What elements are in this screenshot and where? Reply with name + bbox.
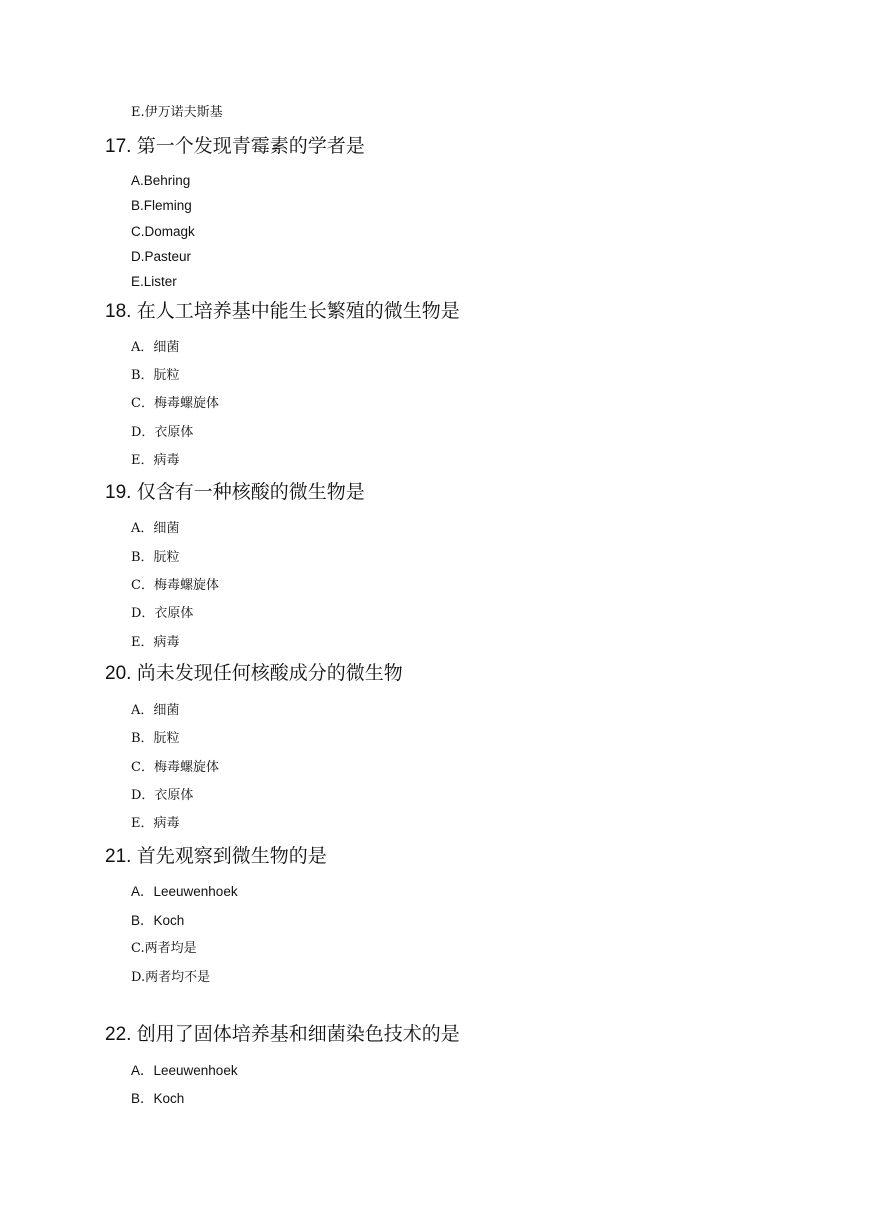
option-17-a: A.Behring [131, 173, 191, 188]
option-18-e: E．病毒 [131, 453, 180, 468]
option-16-e: E.伊万诺夫斯基 [131, 105, 223, 120]
option-21-a: A．Leeuwenhoek [131, 884, 238, 899]
option-19-c: C．梅毒螺旋体 [131, 578, 219, 593]
option-19-a: A．细菌 [131, 521, 180, 536]
option-19-e: E．病毒 [131, 635, 180, 650]
option-17-e: E.Lister [131, 274, 177, 289]
option-17-d: D.Pasteur [131, 249, 192, 264]
question-19-title: 19. 仅含有一种核酸的微生物是 [105, 482, 365, 503]
question-22-title: 22. 创用了固体培养基和细菌染色技术的是 [105, 1024, 460, 1045]
option-18-d: D．衣原体 [131, 425, 194, 440]
option-21-c: C.两者均是 [131, 941, 197, 956]
question-21-title: 21. 首先观察到微生物的是 [105, 846, 327, 867]
question-18-title: 18. 在人工培养基中能生长繁殖的微生物是 [105, 301, 460, 322]
question-20-title: 20. 尚未发现任何核酸成分的微生物 [105, 663, 403, 684]
option-19-b: B．朊粒 [131, 550, 180, 565]
option-22-a: A．Leeuwenhoek [131, 1063, 238, 1078]
option-18-c: C．梅毒螺旋体 [131, 396, 219, 411]
option-21-d: D.两者均不是 [131, 970, 211, 985]
option-19-d: D．衣原体 [131, 606, 194, 621]
option-20-b: B．朊粒 [131, 731, 180, 746]
option-18-b: B．朊粒 [131, 368, 180, 383]
option-22-b: B．Koch [131, 1091, 185, 1106]
question-17-title: 17. 第一个发现青霉素的学者是 [105, 136, 365, 157]
option-20-e: E．病毒 [131, 816, 180, 831]
option-18-a: A．细菌 [131, 340, 180, 355]
option-17-c: C.Domagk [131, 224, 195, 239]
option-20-d: D．衣原体 [131, 788, 194, 803]
option-20-c: C．梅毒螺旋体 [131, 760, 219, 775]
option-17-b: B.Fleming [131, 198, 192, 213]
option-20-a: A．细菌 [131, 703, 180, 718]
option-21-b: B．Koch [131, 913, 185, 928]
